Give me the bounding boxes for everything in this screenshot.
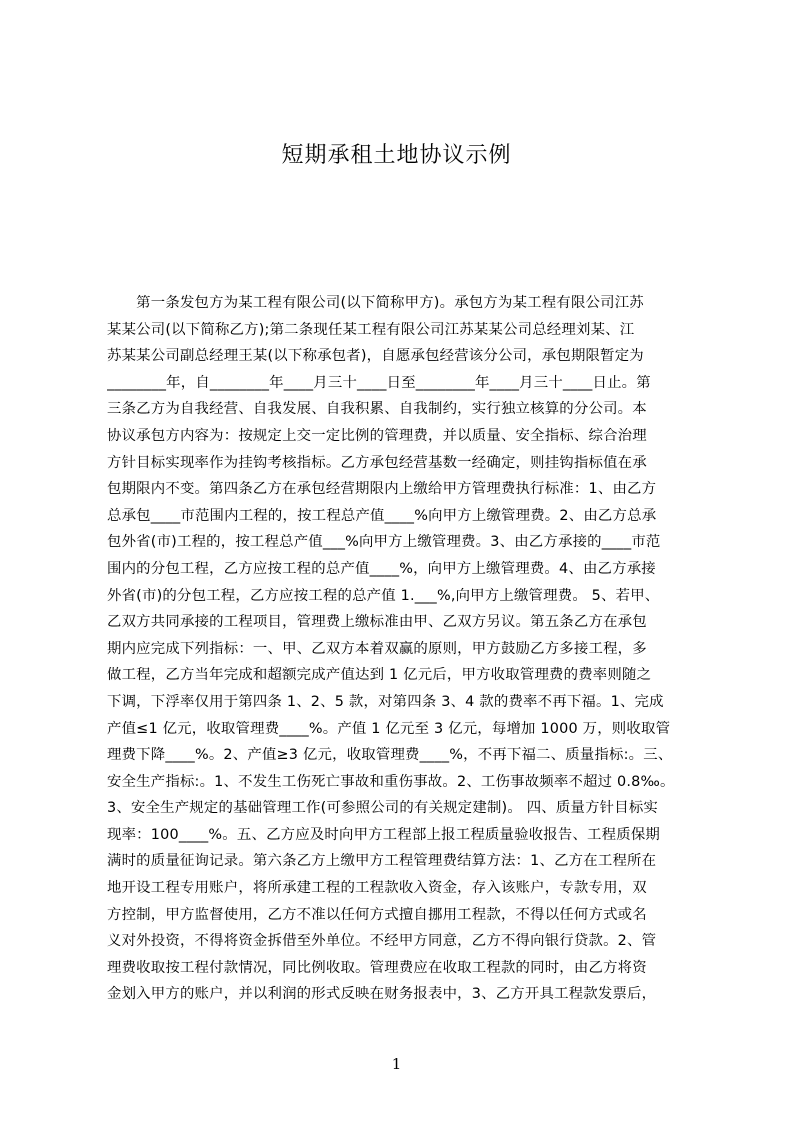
- document-body: [107, 290, 698, 1028]
- body-line: 金划入甲方的账户，并以利润的形式反映在财务报表中，3、乙方开具工程款发票后，: [107, 986, 657, 1003]
- body-line: 下调，下浮率仅用于第四条 1、2、5 款，对第四条 3、4 款的费率不再下福。1、完成: [107, 693, 664, 710]
- body-line: 外省(市)的分包工程，乙方应按工程的总产值 1.___%,向甲方上缴管理费。 5、若甲、: [107, 587, 660, 604]
- body-line: 围内的分包工程，乙方应按工程的总产值____%，向甲方上缴管理费。4、由乙方承接: [107, 560, 656, 577]
- body-line: 满时的质量征询记录。第六条乙方上缴甲方工程管理费结算方法：1、乙方在工程所在: [107, 853, 657, 870]
- body-line: 理费下降____%。2、产值≥3 亿元，收取管理费____%，不再下福二、质量指标:。三、: [107, 747, 673, 764]
- body-line: 安全生产指标:。1、不发生工伤死亡事故和重伤事故。2、工伤事故频率不超过 0.8‰。: [107, 773, 675, 790]
- body-line: 第一条发包方为某工程有限公司(以下简称甲方)。承包方为某工程有限公司江苏: [107, 295, 644, 311]
- body-line: 包期限内不变。第四条乙方在承包经营期限内上缴给甲方管理费执行标准：1、由乙方: [107, 481, 657, 498]
- body-line: 期内应完成下列指标：一、甲、乙双方本着双赢的原则，甲方鼓励乙方多接工程，多: [107, 640, 647, 657]
- body-line: 做工程，乙方当年完成和超额完成产值达到 1 亿元后，甲方收取管理费的费率则随之: [107, 667, 652, 684]
- body-line: 包外省(市)工程的，按工程总产值___%向甲方上缴管理费。3、由乙方承接的____市范: [107, 534, 661, 551]
- body-line: 现率：100____%。五、乙方应及时向甲方工程部上报工程质量验收报告、工程质保期: [107, 826, 661, 843]
- body-line: 地开设工程专用账户，将所承建工程的工程款收入资金，存入该账户，专款专用，双: [107, 880, 647, 897]
- body-line: 乙双方共同承接的工程项目，管理费上缴标准由甲、乙双方另议。第五条乙方在承包: [107, 614, 647, 631]
- body-line: 协议承包方内容为：按规定上交一定比例的管理费，并以质量、安全指标、综合治理: [107, 427, 647, 444]
- body-line: 某某公司(以下简称乙方);第二条现任某工程有限公司江苏某某公司总经理刘某、江: [107, 321, 635, 338]
- body-line: 产值≤1 亿元，收取管理费____%。产值 1 亿元至 3 亿元，每增加 1000 万，则收取管: [107, 720, 671, 737]
- body-line: ________年，自________年____月三十____日至________年____月三十____日止。第: [107, 374, 651, 391]
- body-line: 理费收取按工程付款情况，同比例收取。管理费应在收取工程款的同时，由乙方将资: [107, 959, 647, 976]
- page-number: 1: [391, 1055, 402, 1073]
- document-title: 短期承租土地协议示例: [281, 143, 512, 168]
- body-line: 总承包____市范围内工程的，按工程总产值____%向甲方上缴管理费。2、由乙方总承: [107, 507, 657, 524]
- body-line: 义对外投资，不得将资金拆借至外单位。不经甲方同意，乙方不得向银行贷款。2、管: [107, 933, 657, 950]
- body-line: 苏某某公司副总经理王某(以下称承包者)，自愿承包经营该分公司，承包期限暂定为: [107, 348, 644, 365]
- body-line: 3、安全生产规定的基础管理工作(可参照公司的有关规定建制)。 四、质量方针目标实: [107, 800, 659, 817]
- body-line: 三条乙方为自我经营、自我发展、自我积累、自我制约，实行独立核算的分公司。本: [107, 401, 647, 418]
- body-line: 方控制，甲方监督使用，乙方不准以任何方式擅自挪用工程款，不得以任何方式或名: [107, 906, 647, 923]
- body-line: 方针目标实现率作为挂钩考核指标。乙方承包经营基数一经确定，则挂钩指标值在承: [107, 454, 647, 471]
